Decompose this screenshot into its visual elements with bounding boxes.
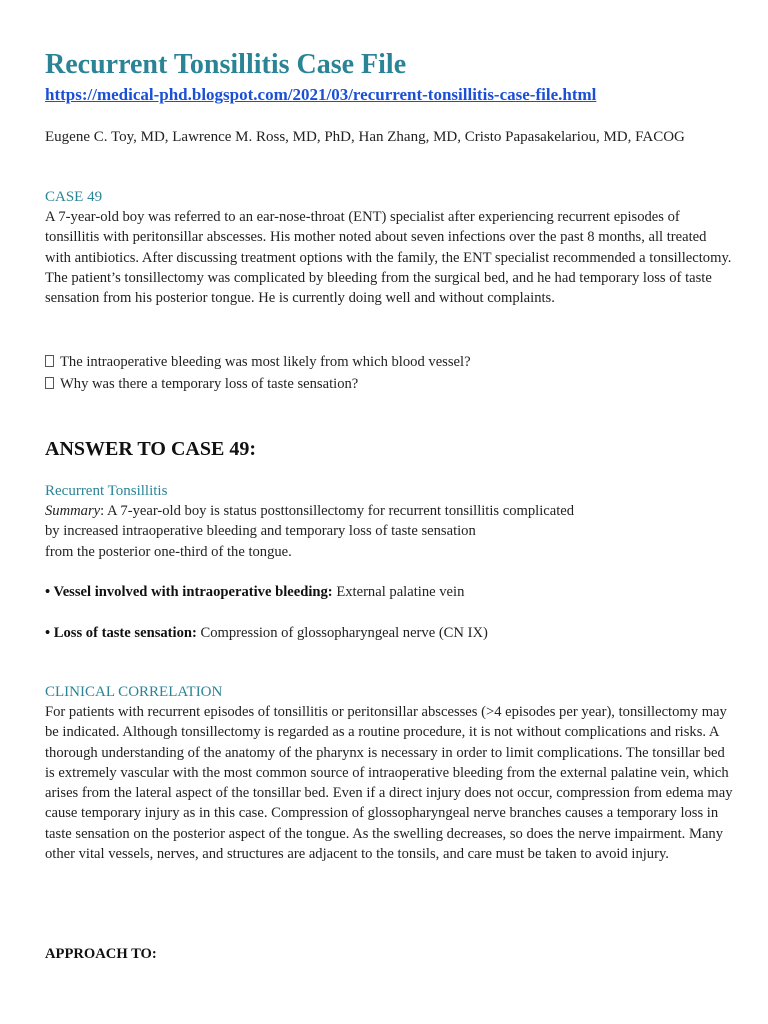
- summary-line-3: from the posterior one-third of the tongue.: [45, 543, 292, 560]
- summary-label: Summary: [45, 503, 101, 519]
- answer-subtitle: Recurrent Tonsillitis: [45, 483, 168, 499]
- bullet-taste-label: • Loss of taste sensation:: [45, 625, 197, 641]
- bullet-vessel-text: External palatine vein: [332, 584, 465, 600]
- answer-heading: ANSWER TO CASE 49:: [45, 438, 256, 460]
- summary-line-1: [45, 501, 735, 521]
- question-2: [45, 374, 358, 394]
- bullet-taste: [45, 623, 488, 643]
- authors: Eugene C. Toy, MD, Lawrence M. Ross, MD, PhD, Han Zhang, MD, Cristo Papasakelariou, MD, FACOG: [45, 129, 685, 145]
- checkbox-glyph-icon: [45, 355, 54, 367]
- case-text: A 7-year-old boy was referred to an ear-nose-throat (ENT) specialist after experiencing recurrent episodes of tonsillitis with peritonsillar abscesses. His mother noted about seven infections over the past 8 months, all treated with antibiotics. After discussing treatment options with the family, the ENT specialist recommended a tonsillectomy. The patient’s tonsillectomy was complicated by bleeding from the surgical bed, and he had temporary loss of taste sensation from his posterior tongue. He is currently doing well and without complaints.: [45, 209, 732, 307]
- summary-line-2: by increased intraoperative bleeding and temporary loss of taste sensation: [45, 523, 476, 540]
- approach-heading: APPROACH TO:: [45, 946, 157, 962]
- bullet-vessel-label: • Vessel involved with intraoperative bleeding:: [45, 584, 333, 600]
- page-title: Recurrent Tonsillitis Case File: [45, 49, 407, 80]
- clinical-label: CLINICAL CORRELATION: [45, 684, 223, 700]
- question-1-text: The intraoperative bleeding was most likely from which blood vessel?: [60, 354, 471, 370]
- summary: [45, 501, 735, 562]
- case-label: CASE 49: [45, 189, 103, 205]
- checkbox-glyph-icon: [45, 377, 54, 389]
- clinical-text: For patients with recurrent episodes of tonsillitis or peritonsillar abscesses (>4 episodes per year), tonsillectomy may be indicated. Although tonsillectomy is regarded as a routine procedure, it is not without complications and risks. A thorough understanding of the anatomy of the pharynx is necessary in order to limit complications. The tonsillar bed is extremely vascular with the most common source of intraoperative bleeding from the external palatine vein, which arises from the lateral aspect of the tonsillar bed. Even if a direct injury does not occur, compression from edema may cause temporary injury as in this case. Compression of glossopharyngeal nerve branches causes a temporary loss in taste sensation on the posterior aspect of the tongue. As the swelling decreases, so does the nerve impairment. Many other vital vessels, nerves, and structures are adjacent to the tonsils, and care must be taken to avoid injury.: [45, 704, 733, 863]
- bullet-taste-text: Compression of glossopharyngeal nerve (CN IX): [196, 625, 488, 641]
- question-2-text: Why was there a temporary loss of taste sensation?: [60, 376, 359, 392]
- bullet-vessel: [45, 582, 464, 602]
- source-link[interactable]: https://medical-phd.blogspot.com/2021/03/recurrent-tonsillitis-case-file.html: [45, 85, 597, 104]
- question-1: [45, 352, 471, 372]
- summary-line-1-text: : A 7-year-old boy is status posttonsillectomy for recurrent tonsillitis complicated: [100, 503, 575, 519]
